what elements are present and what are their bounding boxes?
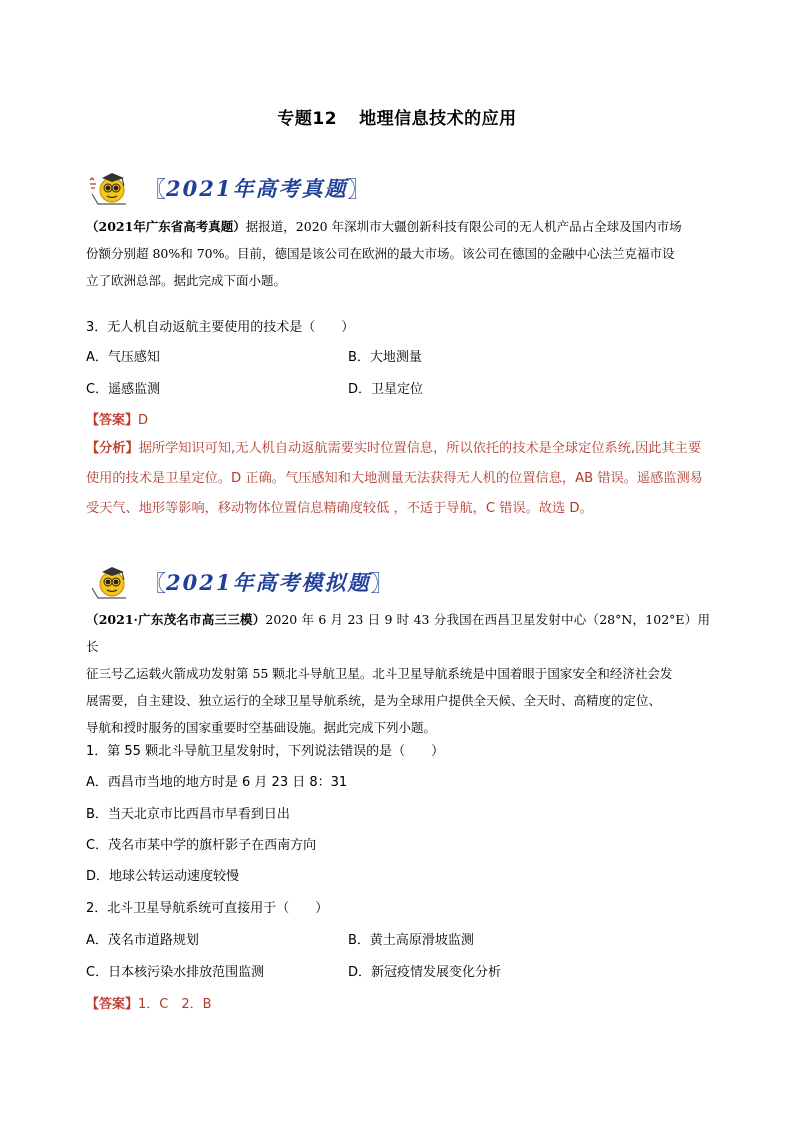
passage-line: （2021·广东茂名市高三三模）2020 年 6 月 23 日 9 时 43 分我国在西昌卫星发射中心（28°N，102°E）用长	[86, 612, 710, 654]
question-source: （2021·广东茂名市高三三模）	[86, 612, 266, 627]
section-banner-real-exam: 〖 2021年高考真题 〗	[86, 168, 369, 208]
question-3: 3．无人机自动返航主要使用的技术是（ ）	[86, 320, 355, 335]
question-2-option-c: C．日本核污染水排放范围监测	[86, 965, 265, 980]
question-1-option-b: B．当天北京市比西昌市早看到日出	[86, 807, 290, 822]
answer-line	[86, 993, 212, 1012]
question-2-option-d: D．新冠疫情发展变化分析	[348, 965, 502, 980]
passage-real-exam	[86, 213, 710, 294]
question-2-option-b: B．黄土高原滑坡监测	[348, 933, 474, 948]
graduation-mascot-icon	[86, 562, 130, 602]
option-c: C．遥感监测	[86, 382, 161, 397]
option-b: B．大地测量	[348, 350, 422, 365]
passage-line: 份额分别超 80%和 70%。目前，德国是该公司在欧洲的最大市场。该公司在德国的金融中心法兰克福市设	[86, 246, 675, 261]
answer-tag: 【答案】	[86, 413, 139, 428]
section-banner-mock-exam: 〖 2021年高考模拟题 〗	[86, 562, 392, 602]
question-1: 1．第 55 颗北斗导航卫星发射时，下列说法错误的是（ ）	[86, 744, 445, 759]
analysis-block	[86, 434, 710, 524]
option-d: D．卫星定位	[348, 382, 424, 397]
answer-value: D	[138, 413, 149, 428]
question-source: （2021年广东省高考真题）	[86, 219, 246, 234]
section-banner-text: 2021年高考真题	[166, 176, 348, 201]
passage-mock-exam	[86, 606, 710, 741]
answer-tag: 【答案】	[86, 997, 139, 1012]
option-row	[86, 346, 710, 366]
question-2-option-a: A．茂名市道路规划	[86, 933, 199, 948]
section-banner-text: 2021年高考模拟题	[166, 570, 371, 595]
answer-value: 1．C 2．B	[138, 997, 212, 1012]
analysis-line: 受天气、地形等影响，移动物体位置信息精确度较低 ，不适于导航，C 错误。故选 D。	[86, 501, 593, 516]
title-topic-name: 地理信息技术的应用	[359, 109, 517, 129]
graduation-mascot-icon	[86, 168, 130, 208]
option-row	[86, 929, 710, 949]
passage-line: 征三号乙运载火箭成功发射第 55 颗北斗导航卫星。北斗卫星导航系统是中国着眼于国家安全和经济社会发	[86, 666, 673, 681]
analysis-line: 使用的技术是卫星定位。D 正确。气压感知和大地测量无法获得无人机的位置信息，AB 错误。遥感监测易	[86, 471, 703, 486]
passage-line: 展需要，自主建设、独立运行的全球卫星导航系统，是为全球用户提供全天候、全天时、高精度的定位、	[86, 693, 662, 708]
option-row	[86, 961, 710, 981]
title-topic-number: 专题12	[277, 109, 338, 129]
analysis-line: 【分析】据所学知识可知,无人机自动返航需要实时位置信息，所以依托的技术是全球定位系统,因此其主要	[86, 441, 702, 456]
passage-line: 导航和授时服务的国家重要时空基础设施。据此完成下列小题。	[86, 720, 437, 735]
question-2: 2．北斗卫星导航系统可直接用于（ ）	[86, 901, 329, 916]
question-1-option-a: A．西昌市当地的地方时是 6 月 23 日 8：31	[86, 775, 348, 790]
option-row	[86, 378, 710, 398]
page-title	[0, 104, 794, 129]
passage-line: （2021年广东省高考真题）据报道，2020 年深圳市大疆创新科技有限公司的无人机产品占全球及国内市场	[86, 219, 682, 234]
option-a: A．气压感知	[86, 350, 160, 365]
answer-line	[86, 409, 148, 428]
question-1-option-d: D．地球公转运动速度较慢	[86, 869, 240, 884]
passage-line: 立了欧洲总部。据此完成下面小题。	[86, 273, 287, 288]
question-1-option-c: C．茂名市某中学的旗杆影子在西南方向	[86, 838, 317, 853]
analysis-tag: 【分析】	[86, 441, 139, 456]
